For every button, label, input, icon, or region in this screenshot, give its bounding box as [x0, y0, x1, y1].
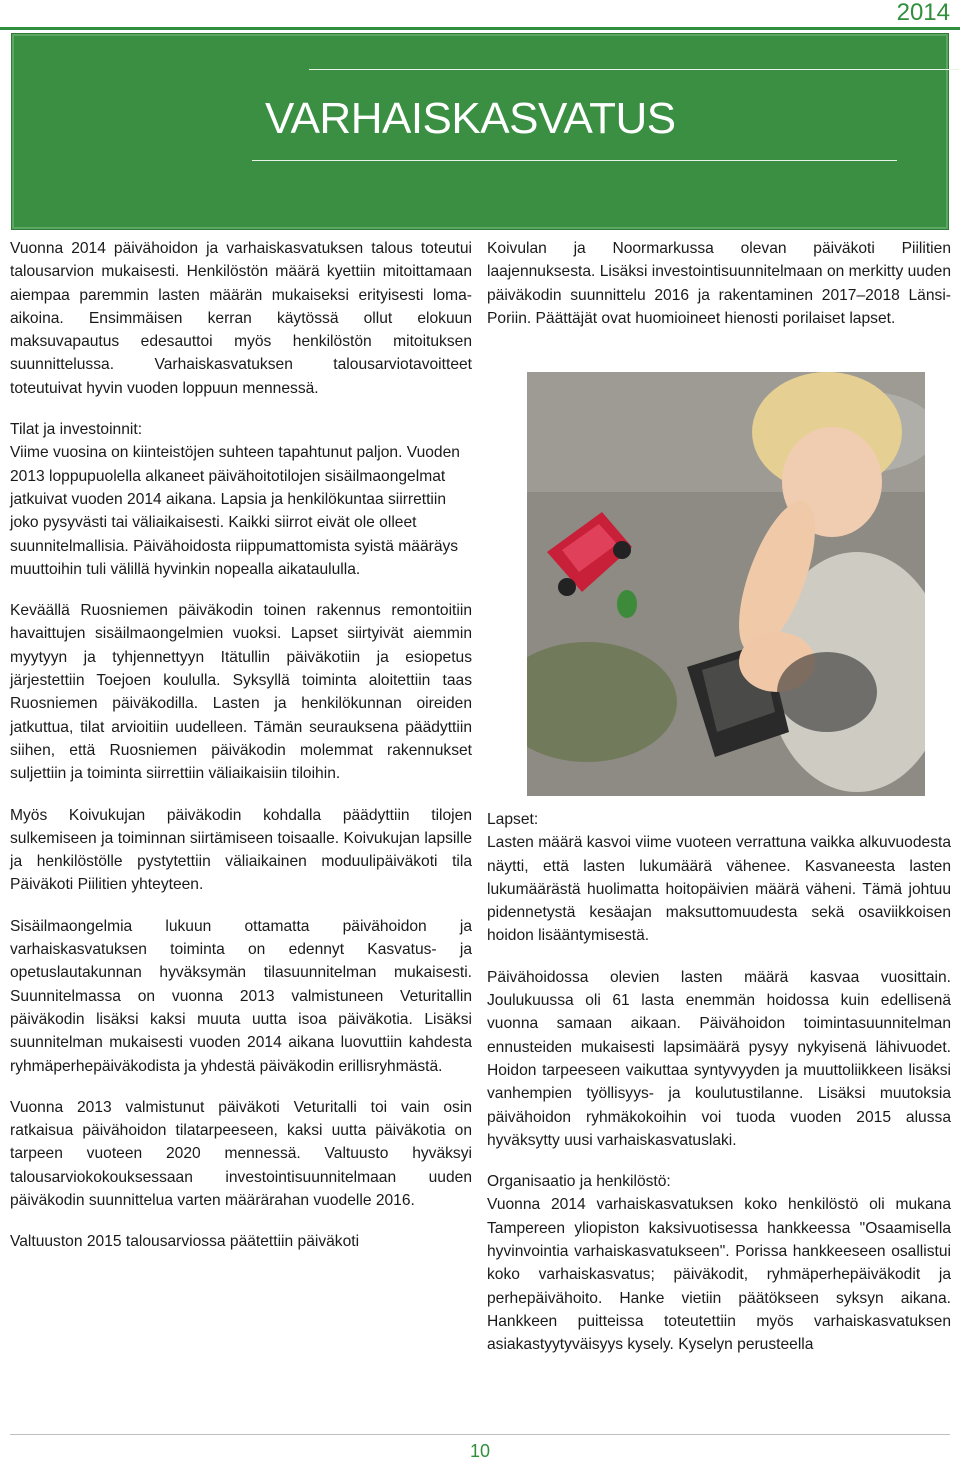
ruosniemi-paragraph: Keväällä Ruosniemen päiväkodin toinen rakennus remontoitiin havaittujen sisäilmaongelmien vuoksi. Lapset siirtyivät aiemmin myytyyn ja tyhjennettyyn Itätullin päiväkotiin ja esiopetus järjestettiin Toejoen koululla. Syksyllä toiminta aloitettiin taas Ruosniemen päiväkodilla. Lasten ja henkilökunnan oireiden jatkuttua, tilat arvioitiin uudelleen. Tämän seurauksena päädyttiin siihen, että Ruosniemen päiväkodin molemmat rakennukset suljettiin ja toiminta siirrettiin väliaikaisiin tiloihin.	[10, 602, 472, 783]
children-growth-paragraph: Päivähoidossa olevien lasten määrä kasvaa vuosittain. Joulukuussa oli 61 lasta enemmän hoidossa kuin edellisenä vuonna samaan aikaan. Päivähoidon toimintasuunnitelman ennusteiden mukaisesti lapsimäärä pysyy nykyisenä lähivuodet. Hoidon tarpeeseen vaikuttaa syntyvyyden ja muuttoliikkeen lisäksi vanhempien työllisyys- ja koulutustilanne. Lisäksi muutoksia päivähoidon ryhmäkokoihin voi tuoda vuoden 2015 alussa hyväksytty uusi varhaiskasvatuslaki.	[487, 968, 951, 1149]
right-column-top	[487, 237, 951, 330]
intro-paragraph: Vuonna 2014 päivähoidon ja varhaiskasvatuksen talous toteutui talousarvion mukaisesti. Henkilöstön määrä kyettiin mitoittamaan aiempaa paremmin lasten määrän mukaiseksi erityisesti loma-aikoina. Ensimmäisen kerran käytössä ollut elokuun maksuvapautus edesauttoi myös henkilöstön mitoituksen suunnittelussa. Varhaiskasvatuksen talousarviotavoitteet toteutuivat hyvin vuoden loppuun mennessä.	[10, 240, 472, 397]
section-heading-children: Lapset:	[487, 811, 539, 828]
page-number: 10	[470, 1441, 491, 1461]
budget-2015-paragraph: Valtuuston 2015 talousarviossa päätettiin päiväkoti	[10, 1233, 360, 1251]
children-paragraph: Lasten määrä kasvoi viime vuoteen verrattuna vaikka alkuvuodesta näytti, että lasten lukumäärä vähenee. Kasvaneesta lasten lukumäärästä huolimatta hoitopäivien määrä väheni. Tämä johtuu pidennetystä kesäajan maksuttomuudesta sekä osaviikkoisen hoidon lisääntymisestä.	[487, 834, 951, 945]
title-banner	[11, 33, 949, 230]
left-column	[10, 237, 472, 1254]
footer-rule	[10, 1434, 950, 1435]
organisation-paragraph: Vuonna 2014 varhaiskasvatuksen koko henkilöstö oli mukana Tampereen yliopiston kaksivuotisessa hankkeessa "Osaamisella hyvinvointia varhaiskasvatukseen". Porissa hankkeeseen osallistui koko varhaiskasvatus; päiväkodit, ryhmäperhepäiväkodit ja perhepäivähoito. Hanke vietiin päätökseen syksyn aikana. Hankkeen puitteissa toteutettiin myös varhaiskasvatuksen asiakastyytyväisyys kysely. Kyselyn perusteella	[487, 1196, 951, 1354]
koivukuja-paragraph: Myös Koivukujan päiväkodin kohdalla päädyttiin tilojen sulkemiseen ja toiminnan siirtämiseen toisaalle. Koivukujan lapsille ja henkilöstölle pystytettiin väliaikainen moduulipäiväkoti tila Päiväkoti Piilitien yhteyteen.	[10, 806, 472, 894]
facilities-paragraph: Viime vuosina on kiinteistöjen suhteen tapahtunut paljon. Vuoden 2013 loppupuolella alkaneet päivähoitotilojen sisäilmaongelmat jatkuivat vuoden 2014 aikana. Lapsia ja henkilökuntaa siirrettiin joko pysyvästi tai väliaikaisesti. Kaikki siirrot eivät ole olleet suunnitelmallisia. Päivähoidosta riippumattomista syistä määräys muuttoihin tuli välillä hyvinkin nopealla aikataululla.	[10, 444, 460, 578]
top-rule	[0, 27, 960, 30]
veturitalli-paragraph: Vuonna 2013 valmistunut päiväkoti Veturitalli toi vain osin ratkaisua päivähoidon tilatarpeeseen, kaksi uutta päiväkotia on tarpeen vuoteen 2020 mennessä. Valtuusto hyväksyi talousarviokokouksessaan investointisuunnitelmaan uuden päiväkodin suunnittelua varten määrärahan vuodelle 2016.	[10, 1098, 472, 1209]
right-column-bottom	[487, 808, 951, 1357]
section-heading-facilities: Tilat ja investoinnit:	[10, 421, 143, 439]
child-playing-photo	[527, 372, 925, 796]
continuation-paragraph: Koivulan ja Noormarkussa olevan päiväkoti Piilitien laajennuksesta. Lisäksi investointisuunnitelmaan on merkitty uuden päiväkodin suunnittelu 2016 ja rakentaminen 2017–2018 Länsi-Poriin. Päättäjät ovat huomioineet hienosti porilaiset lapset.	[487, 240, 951, 327]
banner-divider-bottom	[252, 160, 897, 161]
space-plan-paragraph: Sisäilmaongelmia lukuun ottamatta päivähoidon ja varhaiskasvatuksen toiminta on edennyt Kasvatus- ja opetuslautakunnan hyväksymän tilasuunnitelman mukaisesti. Suunnitelmassa on vuonna 2013 valmistuneen Veturitallin päiväkodin lisäksi kaksi muuta uutta isoa päiväkotia. Lisäksi suunnitelman mukaisesti vuoden 2014 aikana luovuttiin kahdesta ryhmäperhepäiväkodista ja yhdestä päiväkodin erillisryhmästä.	[10, 917, 472, 1075]
year-label: 2014	[896, 0, 950, 26]
photo-illustration	[527, 372, 925, 796]
banner-divider-top	[309, 69, 959, 70]
page-title: VARHAISKASVATUS	[265, 94, 676, 143]
section-heading-organisation: Organisaatio ja henkilöstö:	[487, 1173, 671, 1191]
